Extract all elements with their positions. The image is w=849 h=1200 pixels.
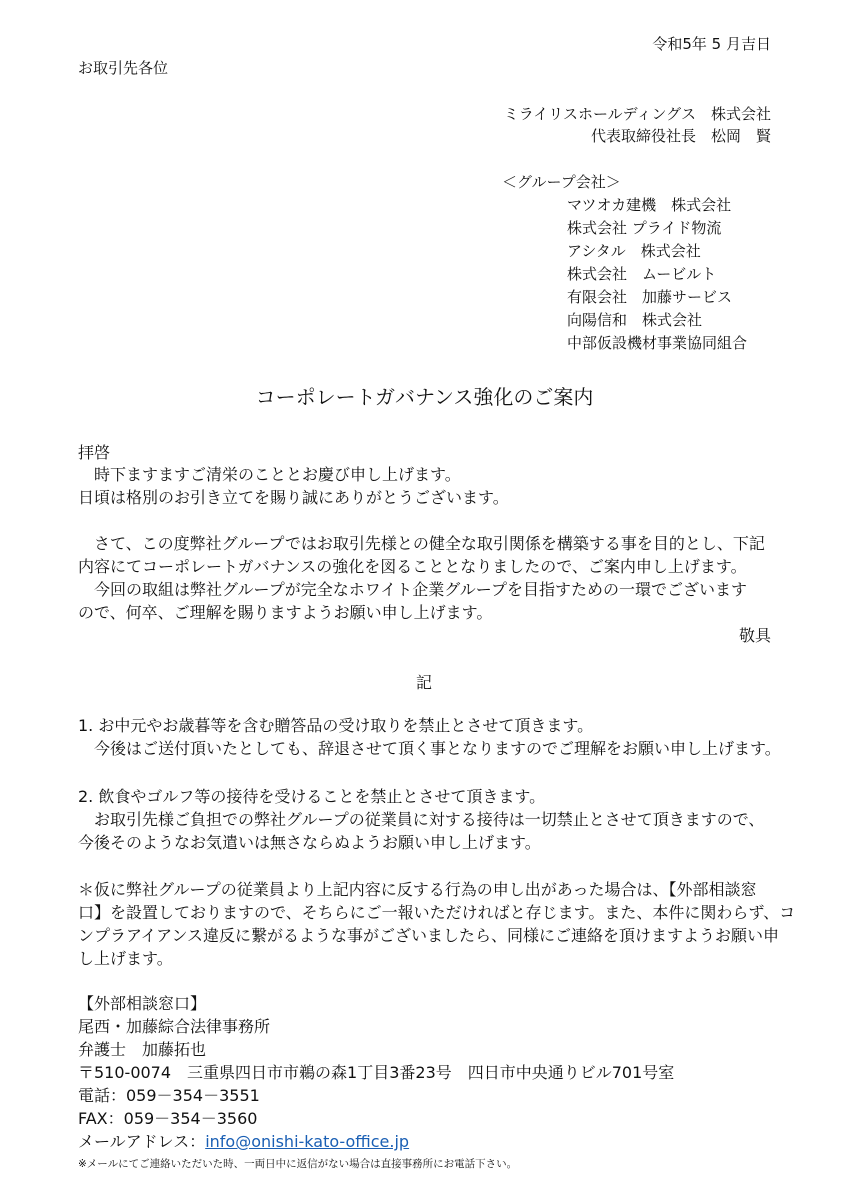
- body-paragraph-line: 内容にてコーポレートガバナンスの強化を図ることとなりましたので、ご案内申し上げます。: [78, 557, 747, 576]
- ki-heading: 記: [416, 673, 433, 692]
- notice-line: し上げます。: [78, 949, 173, 968]
- closing-keigu: 敬具: [738, 626, 771, 645]
- contact-office: 尾西・加藤綜合法律事務所: [78, 1017, 271, 1036]
- contact-heading: 【外部相談窓口】: [78, 994, 207, 1013]
- body-paragraph-line: さて、この度弊社グループではお取引先様との健全な取引関係を構築する事を目的とし、下記: [94, 534, 765, 553]
- addressee: お取引先各位: [78, 59, 169, 77]
- sender-company: ミライリスホールディングス 株式会社: [503, 105, 771, 123]
- document-title: コーポレートガバナンス強化のご案内: [255, 385, 594, 409]
- group-heading: ＜グループ会社＞: [502, 173, 621, 191]
- group-company: 向陽信和 株式会社: [567, 311, 703, 329]
- group-company: 中部仮設機材事業協同組合: [567, 334, 748, 352]
- notice-line: 口】を設置しておりますので、そちらにご一報いただければと存じます。また、本件に関わらず、コ: [78, 903, 796, 922]
- contact-footnote: ※メールにてご連絡いただいた時、一両日中に返信がない場合は直接事務所にお電話下さい。: [78, 1158, 518, 1170]
- item-line: 1. お中元やお歳暮等を含む贈答品の受け取りを禁止とさせて頂きます。: [78, 716, 594, 735]
- contact-lawyer: 弁護士 加藤拓也: [78, 1040, 207, 1059]
- group-company: 株式会社 プライド物流: [567, 219, 722, 237]
- group-company: マツオカ建機 株式会社: [567, 196, 732, 214]
- group-company: 有限会社 加藤サービス: [567, 288, 733, 306]
- item-line: お取引先様ご負担での弊社グループの従業員に対する接待は一切禁止とさせて頂きますので、: [94, 810, 765, 829]
- item-line: 今後はご送付頂いたとしても、辞退させて頂く事となりますのでご理解をお願い申し上げます。: [94, 739, 781, 758]
- email-label: メールアドレス：: [78, 1132, 206, 1151]
- item-line: 今後そのようなお気遣いは無さならぬようお願い申し上げます。: [78, 833, 541, 852]
- contact-phone: 電話：059－354－3551: [78, 1086, 260, 1105]
- greeting-line: 日頃は格別のお引き立てを賜り誠にありがとうございます。: [78, 488, 509, 507]
- contact-address: 〒510-0074 三重県四日市市鵜の森1丁目3番23号 四日市中央通りビル701号室: [78, 1063, 675, 1082]
- sender-representative: 代表取締役社長 松岡 賢: [590, 127, 771, 145]
- contact-email-row: [78, 1131, 409, 1153]
- email-link[interactable]: info@onishi-kato-office.jp: [205, 1132, 410, 1151]
- group-company: アシタル 株式会社: [567, 242, 701, 260]
- greeting-opening: 拝啓: [78, 443, 111, 462]
- group-company: 株式会社 ムービルト: [567, 265, 717, 283]
- item-line: 2. 飲食やゴルフ等の接待を受けることを禁止とさせて頂きます。: [78, 787, 546, 806]
- letter-date: 令和5年 5 月吉日: [652, 35, 771, 53]
- notice-line: ンプラアイアンス違反に繋がるような事がございましたら、同様にご連絡を頂けますようお願い申: [78, 926, 779, 945]
- body-paragraph-line: ので、何卒、ご理解を賜りますようお願い申し上げます。: [78, 603, 493, 622]
- body-paragraph-line: 今回の取組は弊社グループが完全なホワイト企業グループを目指すための一環でございます: [94, 580, 747, 599]
- contact-fax: FAX：059－354－3560: [78, 1109, 258, 1128]
- greeting-line: 時下ますますご清栄のこととお慶び申し上げます。: [94, 465, 461, 484]
- notice-line: ＊仮に弊社グループの従業員より上記内容に反する行為の申し出があった場合は、【外部相談窓: [78, 880, 757, 899]
